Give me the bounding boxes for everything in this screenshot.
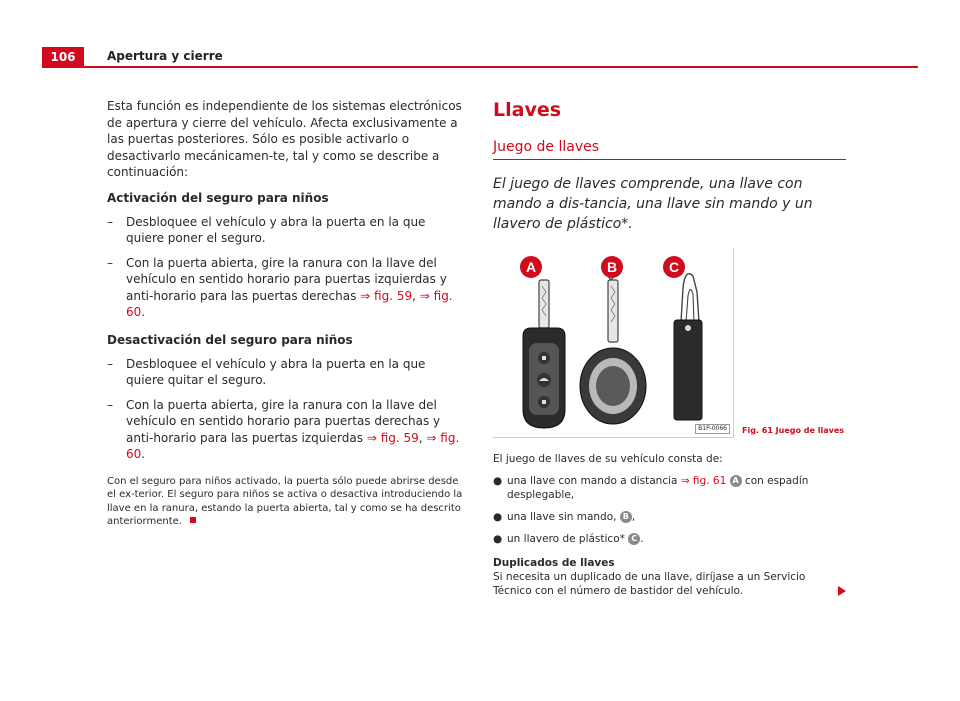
plain-key-icon	[580, 268, 646, 424]
step-text: Con la puerta abierta, gire la ranura con la llave del vehículo en sentido horario para puertas izquierdas y anti-horario para las puertas derechas	[126, 255, 447, 303]
fig-60-link[interactable]: ⇒ fig. 60	[126, 430, 460, 461]
dash-marker: –	[107, 356, 113, 371]
item-text: ,	[631, 511, 636, 523]
dash-marker: –	[107, 397, 113, 412]
label-badge: C	[628, 533, 640, 545]
deactivation-heading: Desactivación del seguro para niños	[107, 332, 353, 347]
label-b-text: B	[606, 259, 618, 275]
fig-59-link[interactable]: ⇒ fig. 59	[366, 430, 419, 445]
page-number: 106	[42, 47, 84, 67]
item-text: un llavero de plástico*	[507, 533, 625, 545]
note-text: Con el seguro para niños activado, la puerta sólo puede abrirse desde el ex-terior. El seguro para niños se activa o desactiva introduciendo la llave en la ranura, estando la puerta abierta, tal y como se ha descrito anteriormente.	[107, 475, 463, 527]
bullet-marker: ●	[493, 511, 503, 523]
label-a-text: A	[525, 259, 537, 275]
lead-paragraph: El juego de llaves comprende, una llave con mando a dis-tancia, una llave sin mando y un llavero de plástico*.	[493, 176, 813, 232]
list-intro: El juego de llaves de su vehículo consta de:	[493, 453, 723, 465]
running-header: Apertura y cierre	[107, 49, 223, 63]
right-column	[493, 98, 846, 598]
header-rule	[42, 66, 918, 68]
dash-marker: –	[107, 214, 113, 229]
deactivation-step-1	[107, 356, 467, 389]
list-item	[493, 510, 846, 524]
label-a	[520, 256, 542, 278]
subsection-title: Juego de llaves	[493, 138, 846, 160]
fig-59-link[interactable]: ⇒ fig. 59	[360, 288, 413, 303]
section-title: Llaves	[493, 99, 562, 121]
label-badge: A	[730, 475, 742, 487]
item-text: una llave sin mando,	[507, 511, 617, 523]
label-badge: B	[620, 511, 632, 523]
activation-step-1	[107, 214, 467, 247]
duplicates-block	[493, 570, 846, 598]
deactivation-step-2: – Con la puerta abierta, gire la ranura con la llave del vehículo en sentido horario para puertas derechas y anti-horario para las puertas izquierdas ⇒ fig. 59, ⇒ fig. 60.	[107, 397, 460, 461]
item-text: .	[640, 533, 644, 545]
bullet-marker: ●	[493, 475, 503, 487]
left-column	[107, 98, 467, 529]
label-c	[663, 256, 685, 278]
duplicates-text: Si necesita un duplicado de una llave, diríjase a un Servicio Técnico con el número de bastidor del vehículo.	[493, 571, 806, 597]
fig-61-link[interactable]: ⇒ fig. 61	[680, 475, 727, 487]
item-text: con espadín desplegable,	[507, 475, 809, 501]
list-item	[493, 474, 846, 502]
step-text: Desbloquee el vehículo y abra la puerta en la que quiere poner el seguro.	[126, 214, 426, 245]
end-of-section-marker	[190, 517, 196, 523]
keyring-icon	[674, 274, 702, 420]
intro-paragraph: Esta función es independiente de los sistemas electrónicos de apertura y cierre del vehículo. Afecta exclusivamente a las puertas posteriores. Sólo es posible activarlo o desactivarlo mecánicamen-te, tal y como se describe a continuación:	[107, 99, 462, 179]
continue-arrow-icon	[838, 586, 846, 596]
list-item	[493, 532, 846, 546]
keys-illustration	[493, 248, 733, 437]
note-paragraph	[107, 475, 467, 529]
item-text: una llave con mando a distancia	[507, 475, 678, 487]
figure-caption: Fig. 61 Juego de llaves	[742, 426, 845, 435]
label-c-text: C	[668, 259, 680, 275]
figure-keys	[493, 248, 845, 438]
bullet-marker: ●	[493, 533, 503, 545]
dash-marker: –	[107, 255, 113, 270]
figure-code: B1P-0066	[695, 424, 730, 434]
step-text: Desbloquee el vehículo y abra la puerta en la que quiere quitar el seguro.	[126, 356, 426, 387]
fig-60-link[interactable]: ⇒ fig. 60	[126, 288, 453, 319]
label-b	[601, 256, 623, 278]
activation-heading: Activación del seguro para niños	[107, 190, 329, 205]
duplicates-heading: Duplicados de llaves	[493, 557, 615, 569]
step-text: Con la puerta abierta, gire la ranura con la llave del vehículo en sentido horario para puertas derechas y anti-horario para las puertas izquierdas	[126, 397, 441, 445]
remote-key-icon	[523, 280, 565, 428]
activation-step-2: – Con la puerta abierta, gire la ranura con la llave del vehículo en sentido horario para puertas izquierdas y anti-horario para las puertas derechas ⇒ fig. 59, ⇒ fig. 60.	[107, 255, 453, 319]
